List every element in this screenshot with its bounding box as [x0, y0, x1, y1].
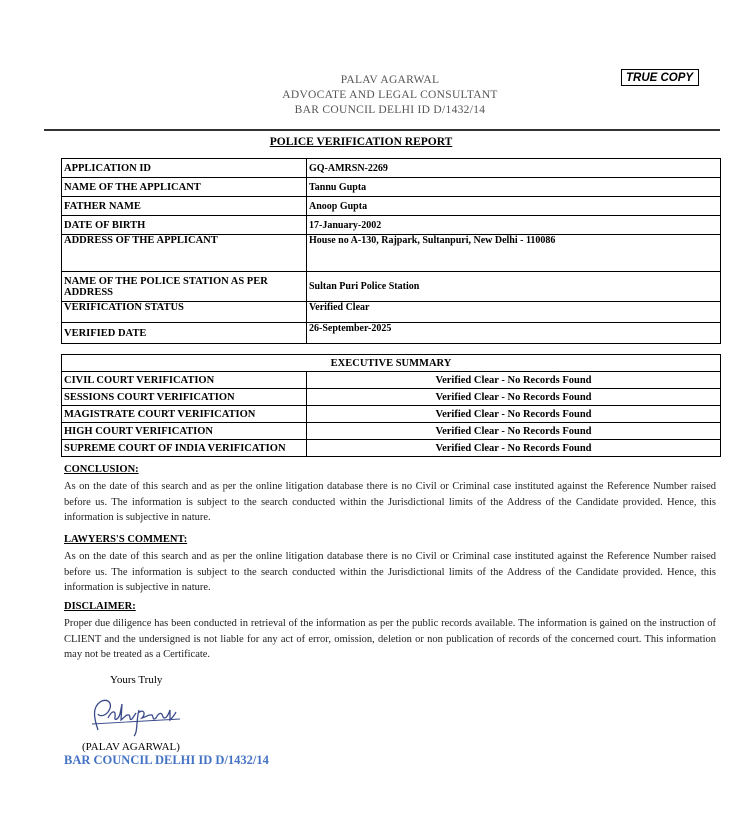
table-row	[62, 272, 721, 302]
civil-court-value: Verified Clear - No Records Found	[307, 372, 721, 389]
application-id-value: GQ-AMRSN-2269	[307, 159, 721, 178]
row-label: DATE OF BIRTH	[62, 216, 307, 235]
row-label: ADDRESS OF THE APPLICANT	[62, 235, 307, 272]
conclusion-text: As on the date of this search and as per the online litigation database there is no Civil or Criminal case instituted against the Reference Number raised before us. The information is subject to the search conducted within the Jurisdictional limits of the Address of the Candidate provided. Hence, this information is subjective in nature.	[64, 481, 716, 523]
header-bar-id: BAR COUNCIL DELHI ID D/1432/14	[294, 104, 486, 116]
signature-image	[84, 690, 184, 740]
footer-bar-id: BAR COUNCIL DELHI ID D/1432/14	[64, 753, 269, 767]
police-station-value: Sultan Puri Police Station	[307, 272, 721, 302]
closing-text: Yours Truly	[110, 674, 163, 686]
table-row	[62, 406, 721, 423]
header-divider	[44, 129, 720, 131]
sessions-court-value: Verified Clear - No Records Found	[307, 389, 721, 406]
row-label: HIGH COURT VERIFICATION	[62, 423, 307, 440]
row-label: CIVIL COURT VERIFICATION	[62, 372, 307, 389]
applicant-name-value: Tannu Gupta	[307, 178, 721, 197]
table-row	[62, 178, 721, 197]
row-label: VERIFICATION STATUS	[62, 302, 307, 323]
supreme-court-value: Verified Clear - No Records Found	[307, 440, 721, 457]
row-label: NAME OF THE POLICE STATION AS PER ADDRESS	[62, 272, 307, 302]
table-row	[62, 323, 721, 344]
high-court-value: Verified Clear - No Records Found	[307, 423, 721, 440]
table-row	[62, 302, 721, 323]
table-row	[62, 440, 721, 457]
table-row	[62, 372, 721, 389]
table-row	[62, 197, 721, 216]
table-row	[62, 235, 721, 272]
father-name-value: Anoop Gupta	[307, 197, 721, 216]
date-of-birth-value: 17-January-2002	[307, 216, 721, 235]
table-row	[62, 216, 721, 235]
row-label: SESSIONS COURT VERIFICATION	[62, 389, 307, 406]
table-row	[62, 159, 721, 178]
lawyers-comment-text: As on the date of this search and as per the online litigation database there is no Civil or Criminal case instituted against the Reference Number raised before us. The information is subject to the search conducted within the Jurisdictional limits of the Address of the Candidate provided. Hence, this information is subjective in nature.	[64, 551, 716, 593]
lawyers-comment-heading: LAWYERS'S COMMENT:	[64, 534, 188, 545]
table-row	[62, 423, 721, 440]
row-label: APPLICATION ID	[62, 159, 307, 178]
conclusion-heading: CONCLUSION:	[64, 464, 139, 475]
address-value: House no A-130, Rajpark, Sultanpuri, New Delhi - 110086	[307, 235, 721, 272]
report-title: POLICE VERIFICATION REPORT	[269, 136, 453, 148]
verification-status-value: Verified Clear	[307, 302, 721, 323]
applicant-details-table	[61, 158, 721, 344]
advocate-title: ADVOCATE AND LEGAL CONSULTANT	[282, 89, 498, 101]
disclaimer-text: Proper due diligence has been conducted in retrieval of the information as per the public records available. The information is gained on the instruction of CLIENT and the undersigned is not liable for any act of error, omission, deletion or non publication of records of the concerned court. This information may not be treated as a Certificate.	[64, 618, 716, 660]
executive-summary-table	[61, 354, 721, 457]
true-copy-stamp: TRUE COPY	[621, 69, 699, 86]
table-header-row	[62, 355, 721, 372]
verified-date-value: 26-September-2025	[307, 323, 721, 344]
row-label: NAME OF THE APPLICANT	[62, 178, 307, 197]
row-label: SUPREME COURT OF INDIA VERIFICATION	[62, 440, 307, 457]
row-label: VERIFIED DATE	[62, 323, 307, 344]
disclaimer-heading: DISCLAIMER:	[64, 601, 136, 612]
advocate-name: PALAV AGARWAL	[340, 74, 440, 86]
magistrate-court-value: Verified Clear - No Records Found	[307, 406, 721, 423]
table-row	[62, 389, 721, 406]
executive-summary-title: EXECUTIVE SUMMARY	[62, 355, 721, 372]
row-label: MAGISTRATE COURT VERIFICATION	[62, 406, 307, 423]
row-label: FATHER NAME	[62, 197, 307, 216]
signatory-name: (PALAV AGARWAL)	[82, 741, 180, 753]
